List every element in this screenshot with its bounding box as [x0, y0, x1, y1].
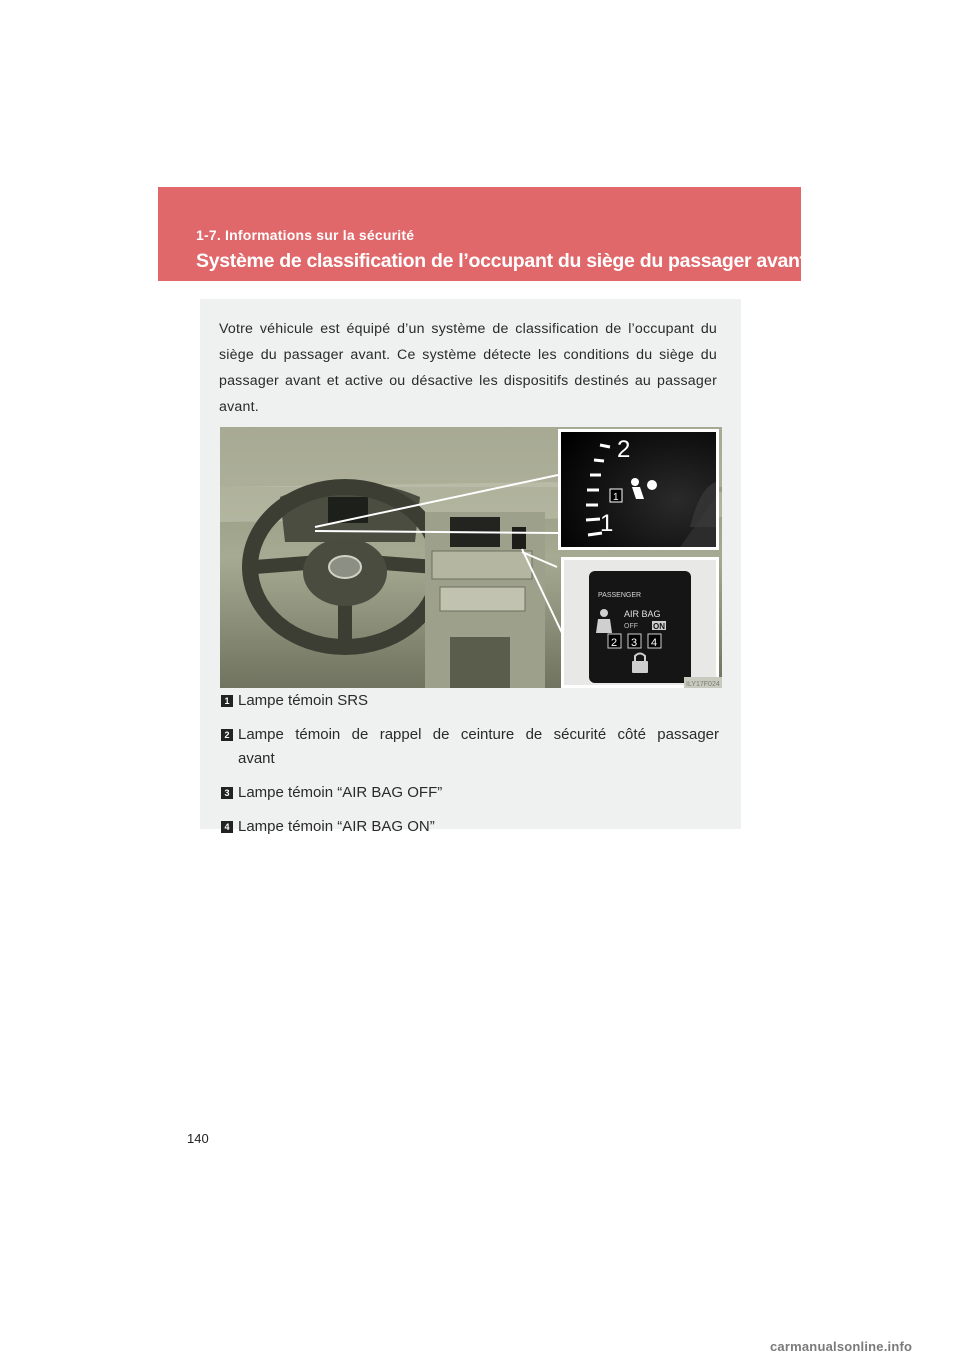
footer-watermark: carmanualsonline.info	[770, 1339, 913, 1354]
intro-paragraph: Votre véhicule est équipé d’un système de classification de l’occupant du siège du passager avant. Ce système détecte les conditions du siège du passager avant et active ou désactive les dispositifs destinés au passager avant.	[219, 321, 717, 415]
gauge-number-1: 1	[600, 510, 614, 537]
item-text: Lampe témoin de rappel de ceinture de sécurité côté passager avant	[238, 726, 719, 767]
section-label: 1-7. Informations sur la sécurité	[196, 227, 415, 243]
item-number: 1	[221, 695, 233, 707]
callout-4: 4	[651, 637, 658, 649]
page-title: Système de classification de l’occupant du siège du passager avant	[196, 250, 806, 272]
legend-item	[221, 689, 719, 713]
callout-3: 3	[631, 637, 638, 649]
legend-item	[221, 815, 719, 839]
panel-on-label: ON	[653, 622, 665, 631]
figure-code: ILY17F024	[686, 681, 720, 688]
callout-2: 2	[611, 637, 618, 649]
panel-airbag-label: AIR BAG	[624, 609, 661, 619]
section-header	[158, 187, 806, 281]
item-number: 4	[221, 821, 233, 833]
item-number: 3	[221, 787, 233, 799]
item-text: Lampe témoin “AIR BAG ON”	[238, 818, 435, 835]
legend-item	[221, 781, 719, 805]
dashboard-illustration	[220, 427, 722, 688]
gauge-number-2: 2	[617, 436, 631, 463]
gauge-inset	[558, 429, 719, 550]
item-text: Lampe témoin “AIR BAG OFF”	[238, 784, 443, 801]
legend-item	[221, 723, 719, 771]
panel-heading: PASSENGER	[598, 592, 642, 599]
callout-srs: 1	[613, 492, 619, 503]
passenger-panel-inset	[561, 557, 719, 688]
page-number: 140	[187, 1131, 209, 1146]
item-text: Lampe témoin SRS	[238, 692, 369, 709]
panel-off-label: OFF	[624, 623, 638, 630]
legend-list	[221, 689, 719, 849]
item-number: 2	[221, 729, 233, 741]
content-panel	[200, 299, 741, 835]
